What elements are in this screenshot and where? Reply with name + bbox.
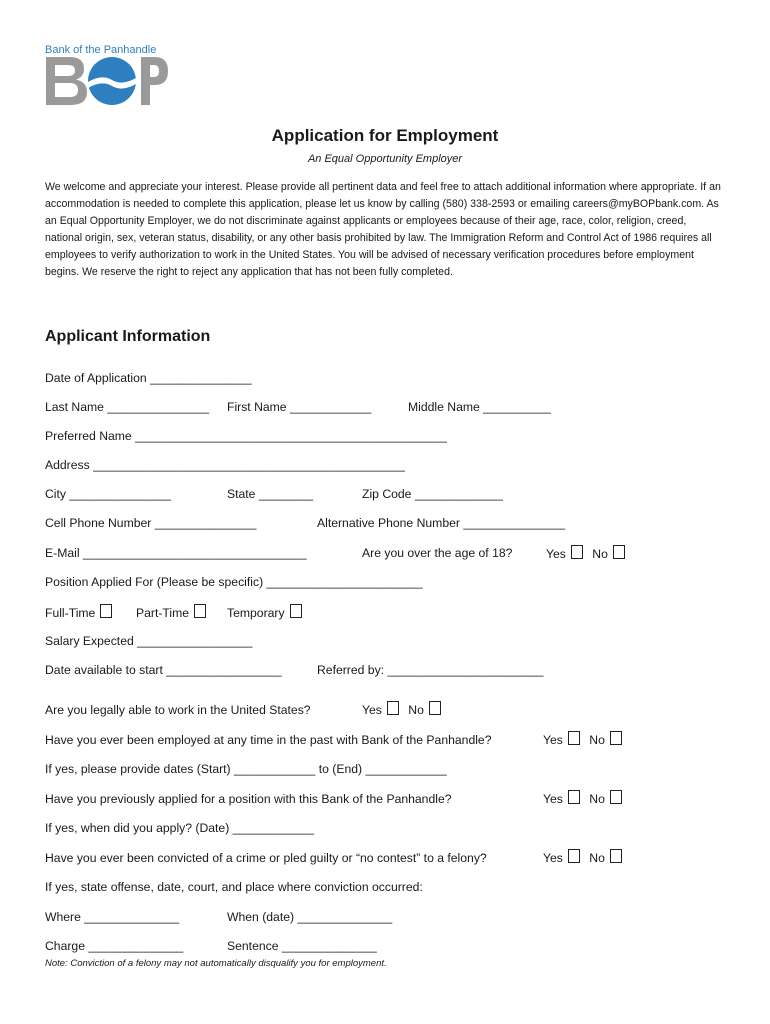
temporary-label: Temporary [227,606,285,620]
part-time-checkbox[interactable] [194,604,206,618]
part-time-label: Part-Time [136,606,190,620]
yes-label: Yes [362,703,382,717]
employed-no-checkbox[interactable] [610,731,622,745]
preferred-name-field[interactable]: Preferred Name ______________________________________________ [45,429,447,443]
zip-field[interactable]: Zip Code _____________ [362,487,503,501]
applied-answer [543,790,622,806]
full-time-label: Full-Time [45,606,96,620]
where-field[interactable]: Where ______________ [45,910,180,924]
salary-field[interactable]: Salary Expected _________________ [45,634,253,648]
referred-by-field[interactable]: Referred by: _______________________ [317,663,544,677]
temporary-checkbox[interactable] [290,604,302,618]
full-time-checkbox[interactable] [100,604,112,618]
offense-details-label: If yes, state offense, date, court, and place where conviction occurred: [45,880,423,894]
age-question: Are you over the age of 18? [362,546,513,560]
section-title: Applicant Information [45,328,211,345]
legal-work-answer [362,701,441,717]
yes-label: Yes [543,851,563,865]
sentence-field[interactable]: Sentence ______________ [227,939,377,953]
felony-yes-checkbox[interactable] [568,849,580,863]
first-name-field[interactable]: First Name ____________ [227,400,372,414]
felony-question: Have you ever been convicted of a crime or pled guilty or “no contest” to a felony? [45,851,487,865]
logo-caption: Bank of the Panhandle [45,44,157,56]
state-field[interactable]: State ________ [227,487,314,501]
applied-yes-checkbox[interactable] [568,790,580,804]
age-answer [546,545,625,561]
bop-logo [44,55,169,107]
alt-phone-field[interactable]: Alternative Phone Number _______________ [317,516,565,530]
middle-name-field[interactable]: Middle Name __________ [408,400,551,414]
no-label: No [589,733,605,747]
employed-question: Have you ever been employed at any time in the past with Bank of the Panhandle? [45,733,492,747]
age-yes-checkbox[interactable] [571,545,583,559]
no-label: No [589,792,605,806]
felony-note: Note: Conviction of a felony may not automatically disqualify you for employment. [45,958,387,969]
legal-no-checkbox[interactable] [429,701,441,715]
date-of-application-field[interactable]: Date of Application _______________ [45,371,252,385]
yes-label: Yes [546,547,566,561]
page-subtitle: An Equal Opportunity Employer [307,153,463,165]
age-no-checkbox[interactable] [613,545,625,559]
applied-no-checkbox[interactable] [610,790,622,804]
intro-paragraph: We welcome and appreciate your interest. Please provide all pertinent data and feel free to attach additional information where appropriate. If an accommodation is needed to complete this application, please let us know by calling (580) 338-2593 or emailing careers@myBOPbank.com. As an Equal Opportunity Employer, we do not discriminate against applicants or employees because of their age, race, color, religion, creed, national origin, sex, veteran status, disability, or any other basis prohibited by law. The Immigration Reform and Control Act of 1986 requires all employees to verify authorization to work in the United States. You will be advised of necessary verification procedures before employment begins. We reserve the right to reject any application that has not been fully completed. [45,181,721,278]
city-field[interactable]: City _______________ [45,487,172,501]
when-field[interactable]: When (date) ______________ [227,910,393,924]
legal-work-question: Are you legally able to work in the United States? [45,703,311,717]
no-label: No [408,703,424,717]
part-time-option [136,604,206,620]
felony-no-checkbox[interactable] [610,849,622,863]
last-name-field[interactable]: Last Name _______________ [45,400,209,414]
no-label: No [592,547,608,561]
legal-yes-checkbox[interactable] [387,701,399,715]
employed-dates-field[interactable]: If yes, please provide dates (Start) ____________ to (End) ____________ [45,762,447,776]
felony-answer [543,849,622,865]
page-title: Application for Employment [271,126,499,145]
employed-yes-checkbox[interactable] [568,731,580,745]
temporary-option [227,604,302,620]
employed-answer [543,731,622,747]
position-field[interactable]: Position Applied For (Please be specific) _______________________ [45,575,423,589]
email-field[interactable]: E-Mail _________________________________ [45,546,307,560]
charge-field[interactable]: Charge ______________ [45,939,184,953]
yes-label: Yes [543,792,563,806]
address-field[interactable]: Address ______________________________________________ [45,458,405,472]
applied-date-field[interactable]: If yes, when did you apply? (Date) ____________ [45,821,314,835]
cell-phone-field[interactable]: Cell Phone Number _______________ [45,516,257,530]
yes-label: Yes [543,733,563,747]
applied-question: Have you previously applied for a position with this Bank of the Panhandle? [45,792,452,806]
no-label: No [589,851,605,865]
full-time-option [45,604,112,620]
date-available-field[interactable]: Date available to start _________________ [45,663,282,677]
